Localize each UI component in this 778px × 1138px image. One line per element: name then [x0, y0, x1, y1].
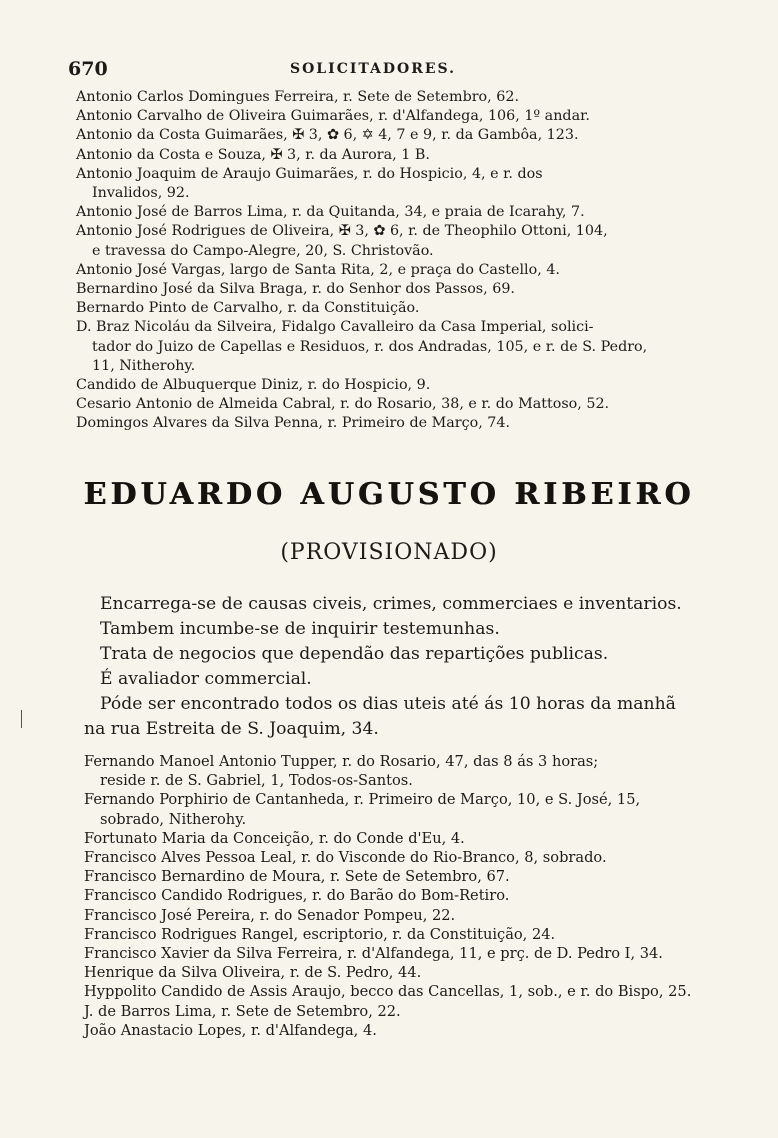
list-item: Hyppolito Candido de Assis Araujo, becco das Cancellas, 1, sob., e r. do Bispo, 25. — [84, 983, 692, 1001]
list-item: Candido de Albuquerque Diniz, r. do Hospicio, 9. — [76, 377, 431, 394]
list-item: Antonio da Costa Guimarães, ✠ 3, ✿ 6, ✡ 4, 7 e 9, r. da Gambôa, 123. — [76, 127, 579, 144]
margin-mark — [21, 710, 22, 728]
list-item-continuation: reside r. de S. Gabriel, 1, Todos-os-Santos. — [100, 772, 413, 790]
list-item: Antonio José de Barros Lima, r. da Quitanda, 34, e praia de Icarahy, 7. — [76, 204, 585, 221]
list-item: Francisco Bernardino de Moura, r. Sete de Setembro, 67. — [84, 868, 510, 886]
list-item-continuation: Invalidos, 92. — [92, 185, 190, 202]
advert-line: na rua Estreita de S. Joaquim, 34. — [84, 719, 379, 739]
advert-line: Póde ser encontrado todos os dias uteis até ás 10 horas da manhã — [100, 694, 676, 714]
advert-title: EDUARDO AUGUSTO RIBEIRO — [83, 477, 695, 512]
list-item: João Anastacio Lopes, r. d'Alfandega, 4. — [84, 1021, 377, 1039]
advert-line: Trata de negocios que dependão das repartições publicas. — [100, 644, 609, 664]
page-header — [68, 58, 688, 82]
advert-line: É avaliador commercial. — [100, 669, 312, 689]
list-item: Bernardo Pinto de Carvalho, r. da Constituição. — [76, 300, 420, 317]
entry-list-top — [76, 88, 716, 434]
advert-body — [84, 592, 724, 742]
list-item-continuation: sobrado, Nitherohy. — [100, 810, 247, 828]
list-item-continuation: e travessa do Campo-Alegre, 20, S. Christovão. — [92, 242, 434, 259]
entry-list-bottom — [84, 752, 720, 1040]
list-item: Fortunato Maria da Conceição, r. do Conde d'Eu, 4. — [84, 829, 465, 847]
list-item: Fernando Porphirio de Cantanheda, r. Primeiro de Março, 10, e S. José, 15, — [84, 791, 641, 809]
list-item-continuation: 11, Nitherohy. — [92, 357, 196, 374]
list-item: Henrique da Silva Oliveira, r. de S. Pedro, 44. — [84, 964, 422, 982]
list-item: Antonio Carlos Domingues Ferreira, r. Sete de Setembro, 62. — [76, 89, 519, 105]
list-item: Francisco Alves Pessoa Leal, r. do Visconde do Rio-Branco, 8, sobrado. — [84, 849, 607, 867]
page-number: 670 — [68, 58, 108, 80]
section-title: SOLICITADORES. — [290, 61, 457, 77]
list-item: Fernando Manoel Antonio Tupper, r. do Rosario, 47, das 8 ás 3 horas; — [84, 753, 599, 770]
list-item: Francisco Xavier da Silva Ferreira, r. d'Alfandega, 11, e prç. de D. Pedro I, 34. — [84, 945, 663, 963]
list-item: J. de Barros Lima, r. Sete de Setembro, 22. — [84, 1002, 401, 1020]
list-item: Antonio Carvalho de Oliveira Guimarães, r. d'Alfandega, 106, 1º andar. — [76, 108, 590, 125]
list-item: Antonio José Rodrigues de Oliveira, ✠ 3, ✿ 6, r. de Theophilo Ottoni, 104, — [76, 223, 608, 240]
advert-subtitle: (PROVISIONADO) — [280, 540, 498, 565]
advert-line: Tambem incumbe-se de inquirir testemunhas. — [100, 619, 500, 639]
list-item: Francisco José Pereira, r. do Senador Pompeu, 22. — [84, 906, 456, 924]
list-item: Antonio José Vargas, largo de Santa Rita, 2, e praça do Castello, 4. — [76, 261, 560, 278]
list-item: Domingos Alvares da Silva Penna, r. Primeiro de Março, 74. — [76, 415, 511, 432]
advert-line: Encarrega-se de causas civeis, crimes, commerciaes e inventarios. — [100, 594, 682, 614]
list-item: Bernardino José da Silva Braga, r. do Senhor dos Passos, 69. — [76, 281, 515, 298]
list-item: D. Braz Nicoláu da Silveira, Fidalgo Cavalleiro da Casa Imperial, solici- — [76, 319, 594, 336]
list-item: Antonio da Costa e Souza, ✠ 3, r. da Aurora, 1 B. — [76, 146, 430, 163]
list-item: Francisco Candido Rodrigues, r. do Barão do Bom-Retiro. — [84, 887, 510, 905]
list-item: Francisco Rodrigues Rangel, escriptorio, r. da Constituição, 24. — [84, 925, 556, 943]
list-item: Cesario Antonio de Almeida Cabral, r. do Rosario, 38, e r. do Mattoso, 52. — [76, 396, 610, 413]
list-item-continuation: tador do Juizo de Capellas e Residuos, r. dos Andradas, 105, e r. de S. Pedro, — [92, 338, 648, 355]
list-item: Antonio Joaquim de Araujo Guimarães, r. do Hospicio, 4, e r. dos — [76, 165, 543, 182]
